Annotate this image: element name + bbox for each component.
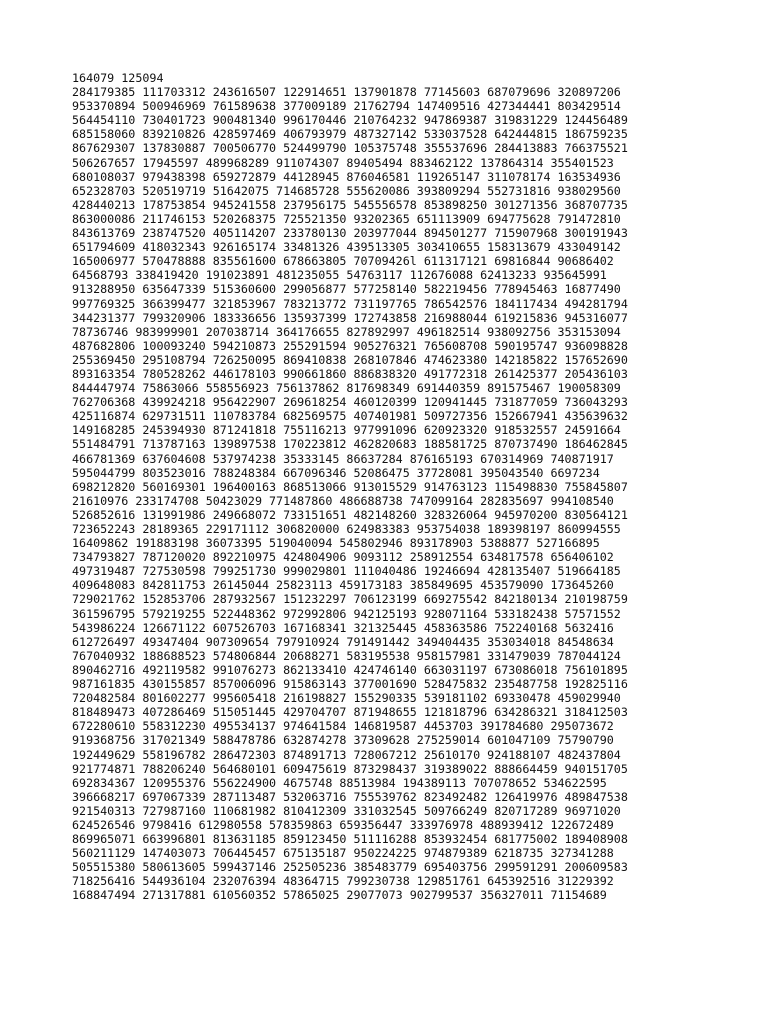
number-line: 685158060 839210826 428597469 406793979 487327142 533037528 642444815 186759235	[72, 127, 628, 142]
number-line: 672280610 558312230 495534137 974641584 146819587 4453703 391784680 295073672	[72, 719, 614, 734]
number-line: 818489473 407286469 515051445 429704707 871948655 121818796 634286321 318412503	[72, 705, 628, 720]
number-line: 192449629 558196782 286472303 874891713 728067212 25610170 924188107 482437804	[72, 747, 621, 762]
number-line: 767040932 188688523 574806844 20688271 583195538 958157981 331479039 787044124	[72, 648, 621, 663]
number-line: 867629307 137830887 700506770 524499790 105375748 355537696 284413883 766375521	[72, 141, 628, 156]
number-line: 564454110 730401723 900481340 996170446 210764232 947869387 319831229 124456489	[72, 113, 628, 128]
number-line: 64568793 338419420 191023891 481235055 54763117 112676088 62413233 935645991	[72, 268, 607, 283]
number-line: 997769325 366399477 321853967 783213772 731197765 786542576 184117434 494281794	[72, 296, 628, 311]
number-line: 844447974 75863066 558556923 756137862 817698349 691440359 891575467 190058309	[72, 381, 621, 396]
number-line: 505515380 580613605 599437146 252505236 385483779 695403756 299591291 200609583	[72, 860, 628, 875]
number-line: 284179385 111703312 243616507 122914651 137901878 77145603 687079696 320897206	[72, 85, 621, 100]
number-line: 149168285 245394930 871241818 755116213 977991096 620923320 918532557 24591664	[72, 423, 621, 438]
number-line: 526852616 131991986 249668072 733151651 482148260 328326064 945970200 830564121	[72, 507, 628, 522]
number-line: 720482584 801602277 995605418 216198827 155290335 539181102 69330478 459029940	[72, 691, 621, 706]
number-line: 624526546 9798416 612980558 578359863 659356447 333976978 488939412 122672489	[72, 817, 614, 832]
number-line: 651794609 418032343 926165174 33481326 439513305 303410655 158313679 433049142	[72, 240, 621, 255]
number-line: 919368756 317021349 588478786 632874278 37309628 275259014 601047109 75790790	[72, 733, 614, 748]
number-line: 255369450 295108794 726250095 869410838 268107846 474623380 142185822 157652690	[72, 352, 628, 367]
number-line: 921540313 727987160 110681982 810412309 331032545 509766249 820717289 96971020	[72, 803, 621, 818]
number-line: 168847494 271317881 610560352 57865025 29077073 902799537 356327011 71154689	[72, 888, 607, 903]
number-line: 428440213 178753854 945241558 237956175 545556578 853898250 301271356 368707735	[72, 197, 628, 212]
number-line: 409648083 842811753 26145044 25823113 459173183 385849695 453579090 173645260	[72, 578, 614, 593]
number-line: 612726497 49347404 907309654 797910924 791491442 349404435 353034018 84548634	[72, 634, 614, 649]
number-line: 652328703 520519719 51642075 714685728 555620086 393809294 552731816 938029560	[72, 183, 621, 198]
number-line: 734793827 787120020 892210975 424804906 9093112 258912554 634817578 656406102	[72, 550, 614, 565]
number-line: 487682806 100093240 594210873 255291594 905276321 765608708 590195747 936098828	[72, 338, 628, 353]
number-line: 987161835 430155857 857006096 915863143 377001690 528475832 235487758 192825116	[72, 677, 628, 692]
number-line: 729021762 152853706 287932567 151232297 706123199 669275542 842180134 210198759	[72, 592, 628, 607]
number-line: 425116874 629731511 110783784 682569575 407401981 509727356 152667941 435639632	[72, 409, 628, 424]
number-line: 843613769 238747520 405114207 233780130 203977044 894501277 715907968 300191943	[72, 226, 628, 241]
number-line: 466781369 637604608 537974238 35333145 86637284 876165193 670314969 740871917	[72, 451, 614, 466]
number-line: 560211129 147403073 706445457 675135187 950224225 974879389 6218735 327341288	[72, 846, 614, 861]
number-line: 551484791 713787163 139897538 170223812 462820683 188581725 870737490 186462845	[72, 437, 628, 452]
number-line: 692834367 120955376 556224900 4675748 88513984 194389113 707078652 534622595	[72, 775, 607, 790]
number-line: 165006977 570478888 835561600 678663805 70709426l 611317121 69816844 90686402	[72, 254, 614, 269]
number-line: 921774871 788206240 564680101 609475619 873298437 319389022 888664459 940151705	[72, 761, 628, 776]
number-line: 863000086 211746153 520268375 725521350 93202365 651113909 694775628 791472810	[72, 211, 621, 226]
number-line: 913288950 635647339 515360600 299056877 577258140 582219456 778945463 16877490	[72, 282, 621, 297]
number-line: 890462716 492119582 991076273 862133410 424746140 663031197 673086018 756101895	[72, 662, 628, 677]
number-line: 698212820 560169301 196400163 868513066 913015529 914763123 115498830 755845807	[72, 479, 628, 494]
number-line: 893163354 780528262 446178103 990661860 886838320 491772318 261425377 205436103	[72, 366, 628, 381]
number-line: 543986224 126671122 607526703 167168341 321325445 458363586 752240168 5632416	[72, 620, 614, 635]
number-line: 361596795 579219255 522448362 972992806 942125193 928071164 533182438 57571552	[72, 606, 621, 621]
number-line: 344231377 799320906 183336656 135937399 172743858 216988044 619215836 945316077	[72, 310, 628, 325]
number-line: 595044799 803523016 788248384 667096346 52086475 37728081 395043540 6697234	[72, 465, 600, 480]
number-line: 16409862 191883198 36073395 519040094 545802946 893178903 5388877 527166895	[72, 536, 600, 551]
number-line: 396668217 697067339 287113487 532063716 755539762 823492482 126419976 489847538	[72, 789, 628, 804]
document-body	[72, 71, 712, 903]
header-line: 164079 125094	[72, 71, 164, 85]
number-line: 869965071 663996801 813631185 859123450 511116288 853932454 681775002 189408908	[72, 832, 628, 847]
number-line: 497319487 727530598 799251730 999029801 111040486 19246694 428135407 519664185	[72, 564, 621, 579]
number-line: 762706368 439924218 956422907 269618254 460120399 120941445 731877059 736043293	[72, 395, 628, 410]
number-line: 723652243 28189365 229171112 306820000 624983383 953754038 189398197 860994555	[72, 522, 621, 536]
number-line: 21610976 233174708 50423029 771487860 486688738 747099164 282835697 994108540	[72, 493, 614, 508]
number-line: 506267657 17945597 489968289 911074307 89405494 883462122 137864314 355401523	[72, 155, 614, 170]
number-line: 680108037 979438398 659272879 44128945 876046581 119265147 311078174 163534936	[72, 169, 621, 184]
number-line: 953370894 500946969 761589638 377009189 21762794 147409516 427344441 803429514	[72, 99, 621, 114]
number-line: 78736746 983999901 207038714 364176655 827892997 496182514 938092756 353153094	[72, 324, 621, 339]
number-line: 718256416 544936104 232076394 48364715 799230738 129851761 645392516 31229392	[72, 874, 614, 889]
